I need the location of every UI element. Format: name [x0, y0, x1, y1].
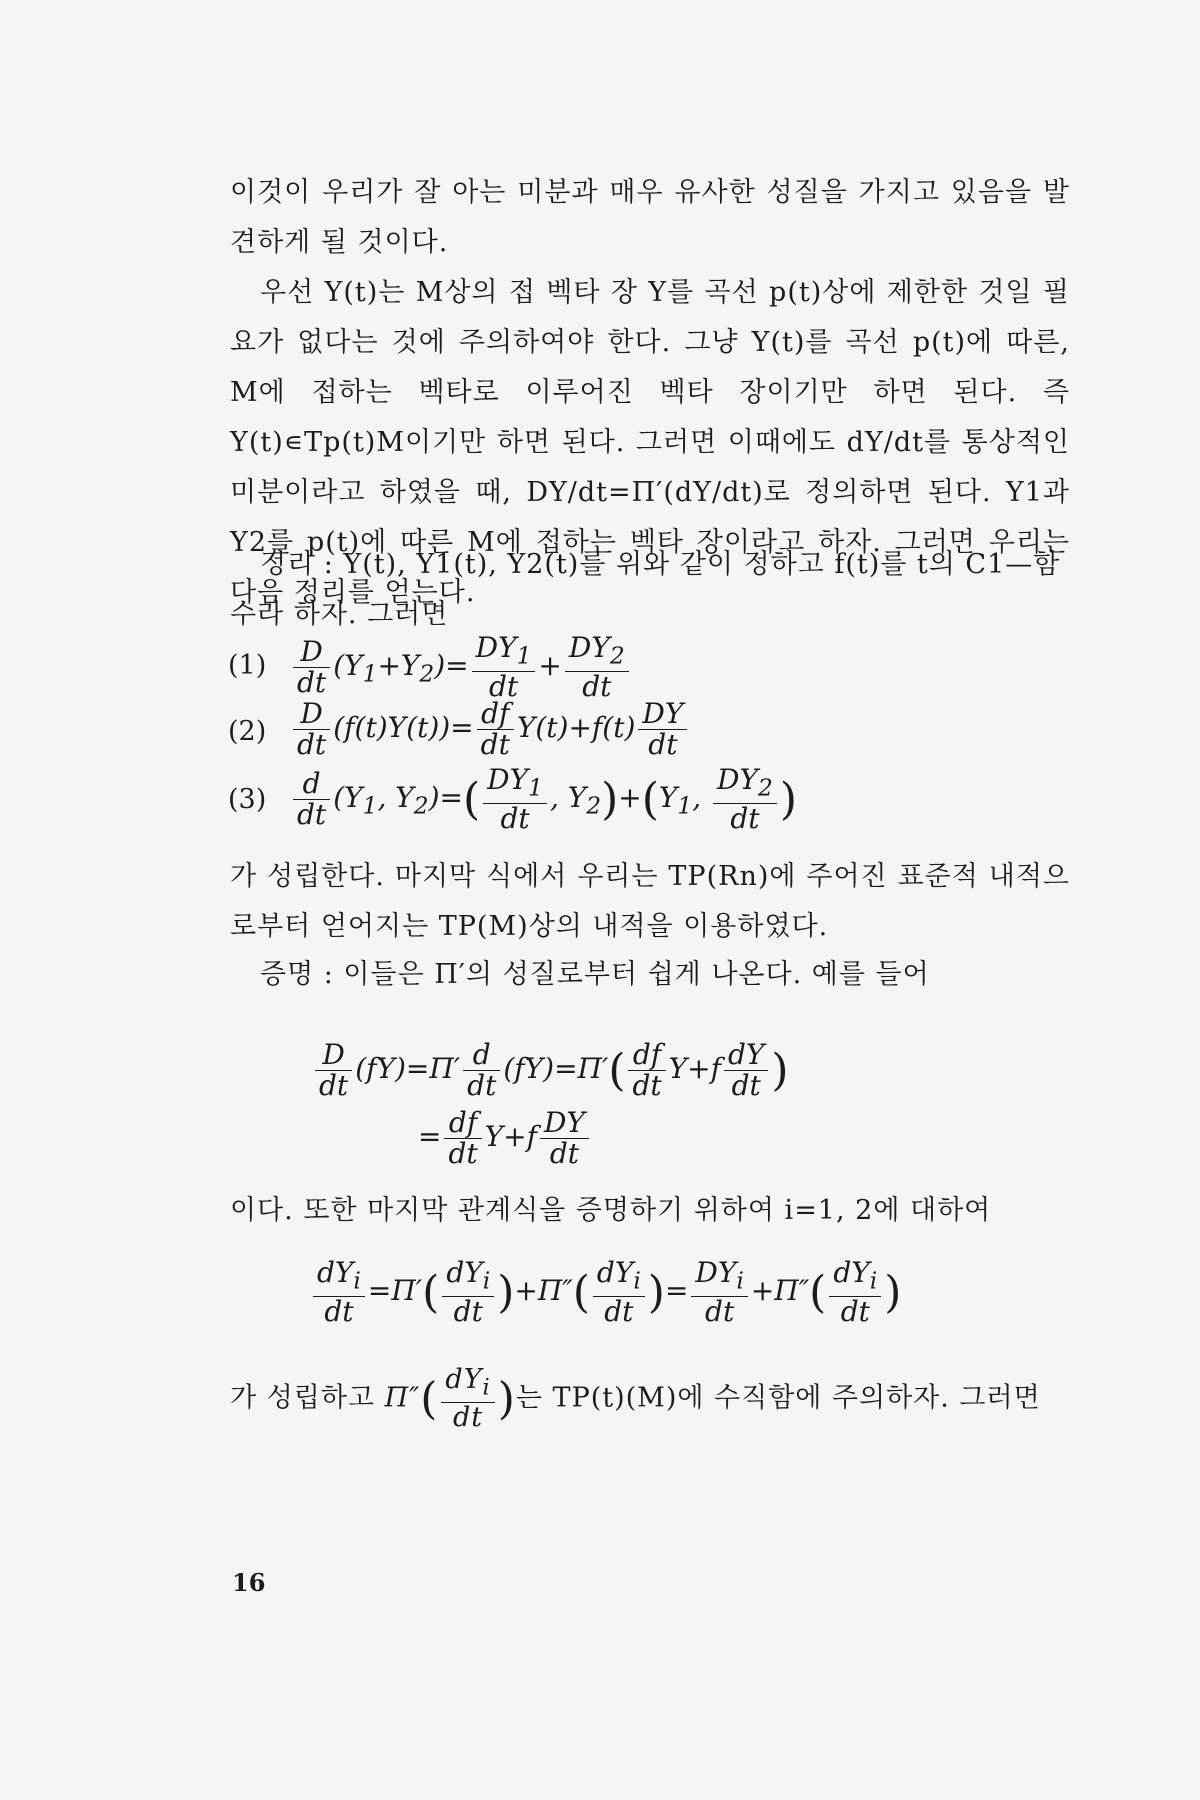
theorem-statement: 정리 : Y(t), Y1(t), Y2(t)를 위와 같이 정하고 f(t)를 t의 C1—함수라 하자. 그러면 [230, 549, 1061, 630]
paragraph-final: 가 성립하고 Π″( $\frac{dY_i}{dt}$ )는 TP(t)(M)에 수직함에 주의하자. 그러면 [230, 1364, 1041, 1434]
proof-equation-2: = $\frac{df}{dt}$ Y+f $\frac{DY}{dt}$ [418, 1108, 592, 1169]
proof-equation-1: $\frac{D}{dt}$ (fY)=Π′ $\frac{d}{dt}$ (fY)=Π′( $\frac{df}{dt}$ Y+f $\frac{dY}{dt}$ ) [312, 1040, 789, 1101]
paragraph-inner-product: 가 성립한다. 마지막 식에서 우리는 TP(Rn)에 주어진 표준적 내적으로부터 얻어지는 TP(M)상의 내적을 이용하였다. [230, 861, 1070, 942]
page-number: 16 [232, 1568, 266, 1597]
paragraph-relation: 이다. 또한 마지막 관계식을 증명하기 위하여 i=1, 2에 대하여 [230, 1195, 992, 1226]
relation-equation: $\frac{dY_i}{dt}$ =Π′( $\frac{dY_i}{dt}$ )+Π″( $\frac{dY_i}{dt}$ )= $\frac{DY_i}{dt}$ +Π″( $\frac{dY_i}{dt}$ ) [310, 1258, 901, 1327]
paragraph-proof: 증명 : 이들은 Π′의 성질로부터 쉽게 나온다. 예를 들어 [260, 959, 930, 990]
equation-1: $\frac{D}{dt}$ $(Y_1+Y_2)=$ $\frac{DY_1}{dt}$ + $\frac{DY_2}{dt}$ [290, 633, 632, 702]
final-line-end: 는 TP(t)(M)에 수직함에 주의하자. 그러면 [515, 1382, 1041, 1414]
paragraph-intro: 이것이 우리가 잘 아는 미분과 매우 유사한 성질을 가지고 있음을 발견하게 될 것이다. [230, 177, 1070, 258]
equation-label-2: (2) [228, 716, 267, 747]
equation-2: $\frac{D}{dt}$ (f(t)Y(t))= $\frac{df}{dt}$ Y(t)+f(t) $\frac{DY}{dt}$ [290, 699, 690, 760]
final-line-start: 가 성립하고 [230, 1382, 375, 1414]
equation-label-1: (1) [228, 650, 267, 681]
paragraph-vector-field: 우선 Y(t)는 M상의 접 벡타 장 Y를 곡선 p(t)상에 제한한 것일 필요가 없다는 것에 주의하여야 한다. 그냥 Y(t)를 곡선 p(t)에 따른, M에 접하는 벡타로 이루어진 벡타 장이기만 하면 된다. 즉 Y(t)∊Tp(t)M이기만 하면 된다. 그러면 이때에도 dY/dt를 통상적인 미분이라고 하였을 때, DY/dt=Π′(dY/dt)로 정의하면 된다. Y1과 Y2를 p(t)에 따른 M에 접하는 벡타 장이라고 하자. 그러면 우리는 다음 정리를 얻는다. [230, 277, 1070, 608]
equation-label-3: (3) [228, 784, 267, 815]
equation-3: $\frac{d}{dt}$ ($Y_1$, $Y_2)=$( $\frac{DY_1}{dt}$ , $Y_2)+(Y_1$, $\frac{DY_2}{dt}$ ) [290, 765, 797, 834]
